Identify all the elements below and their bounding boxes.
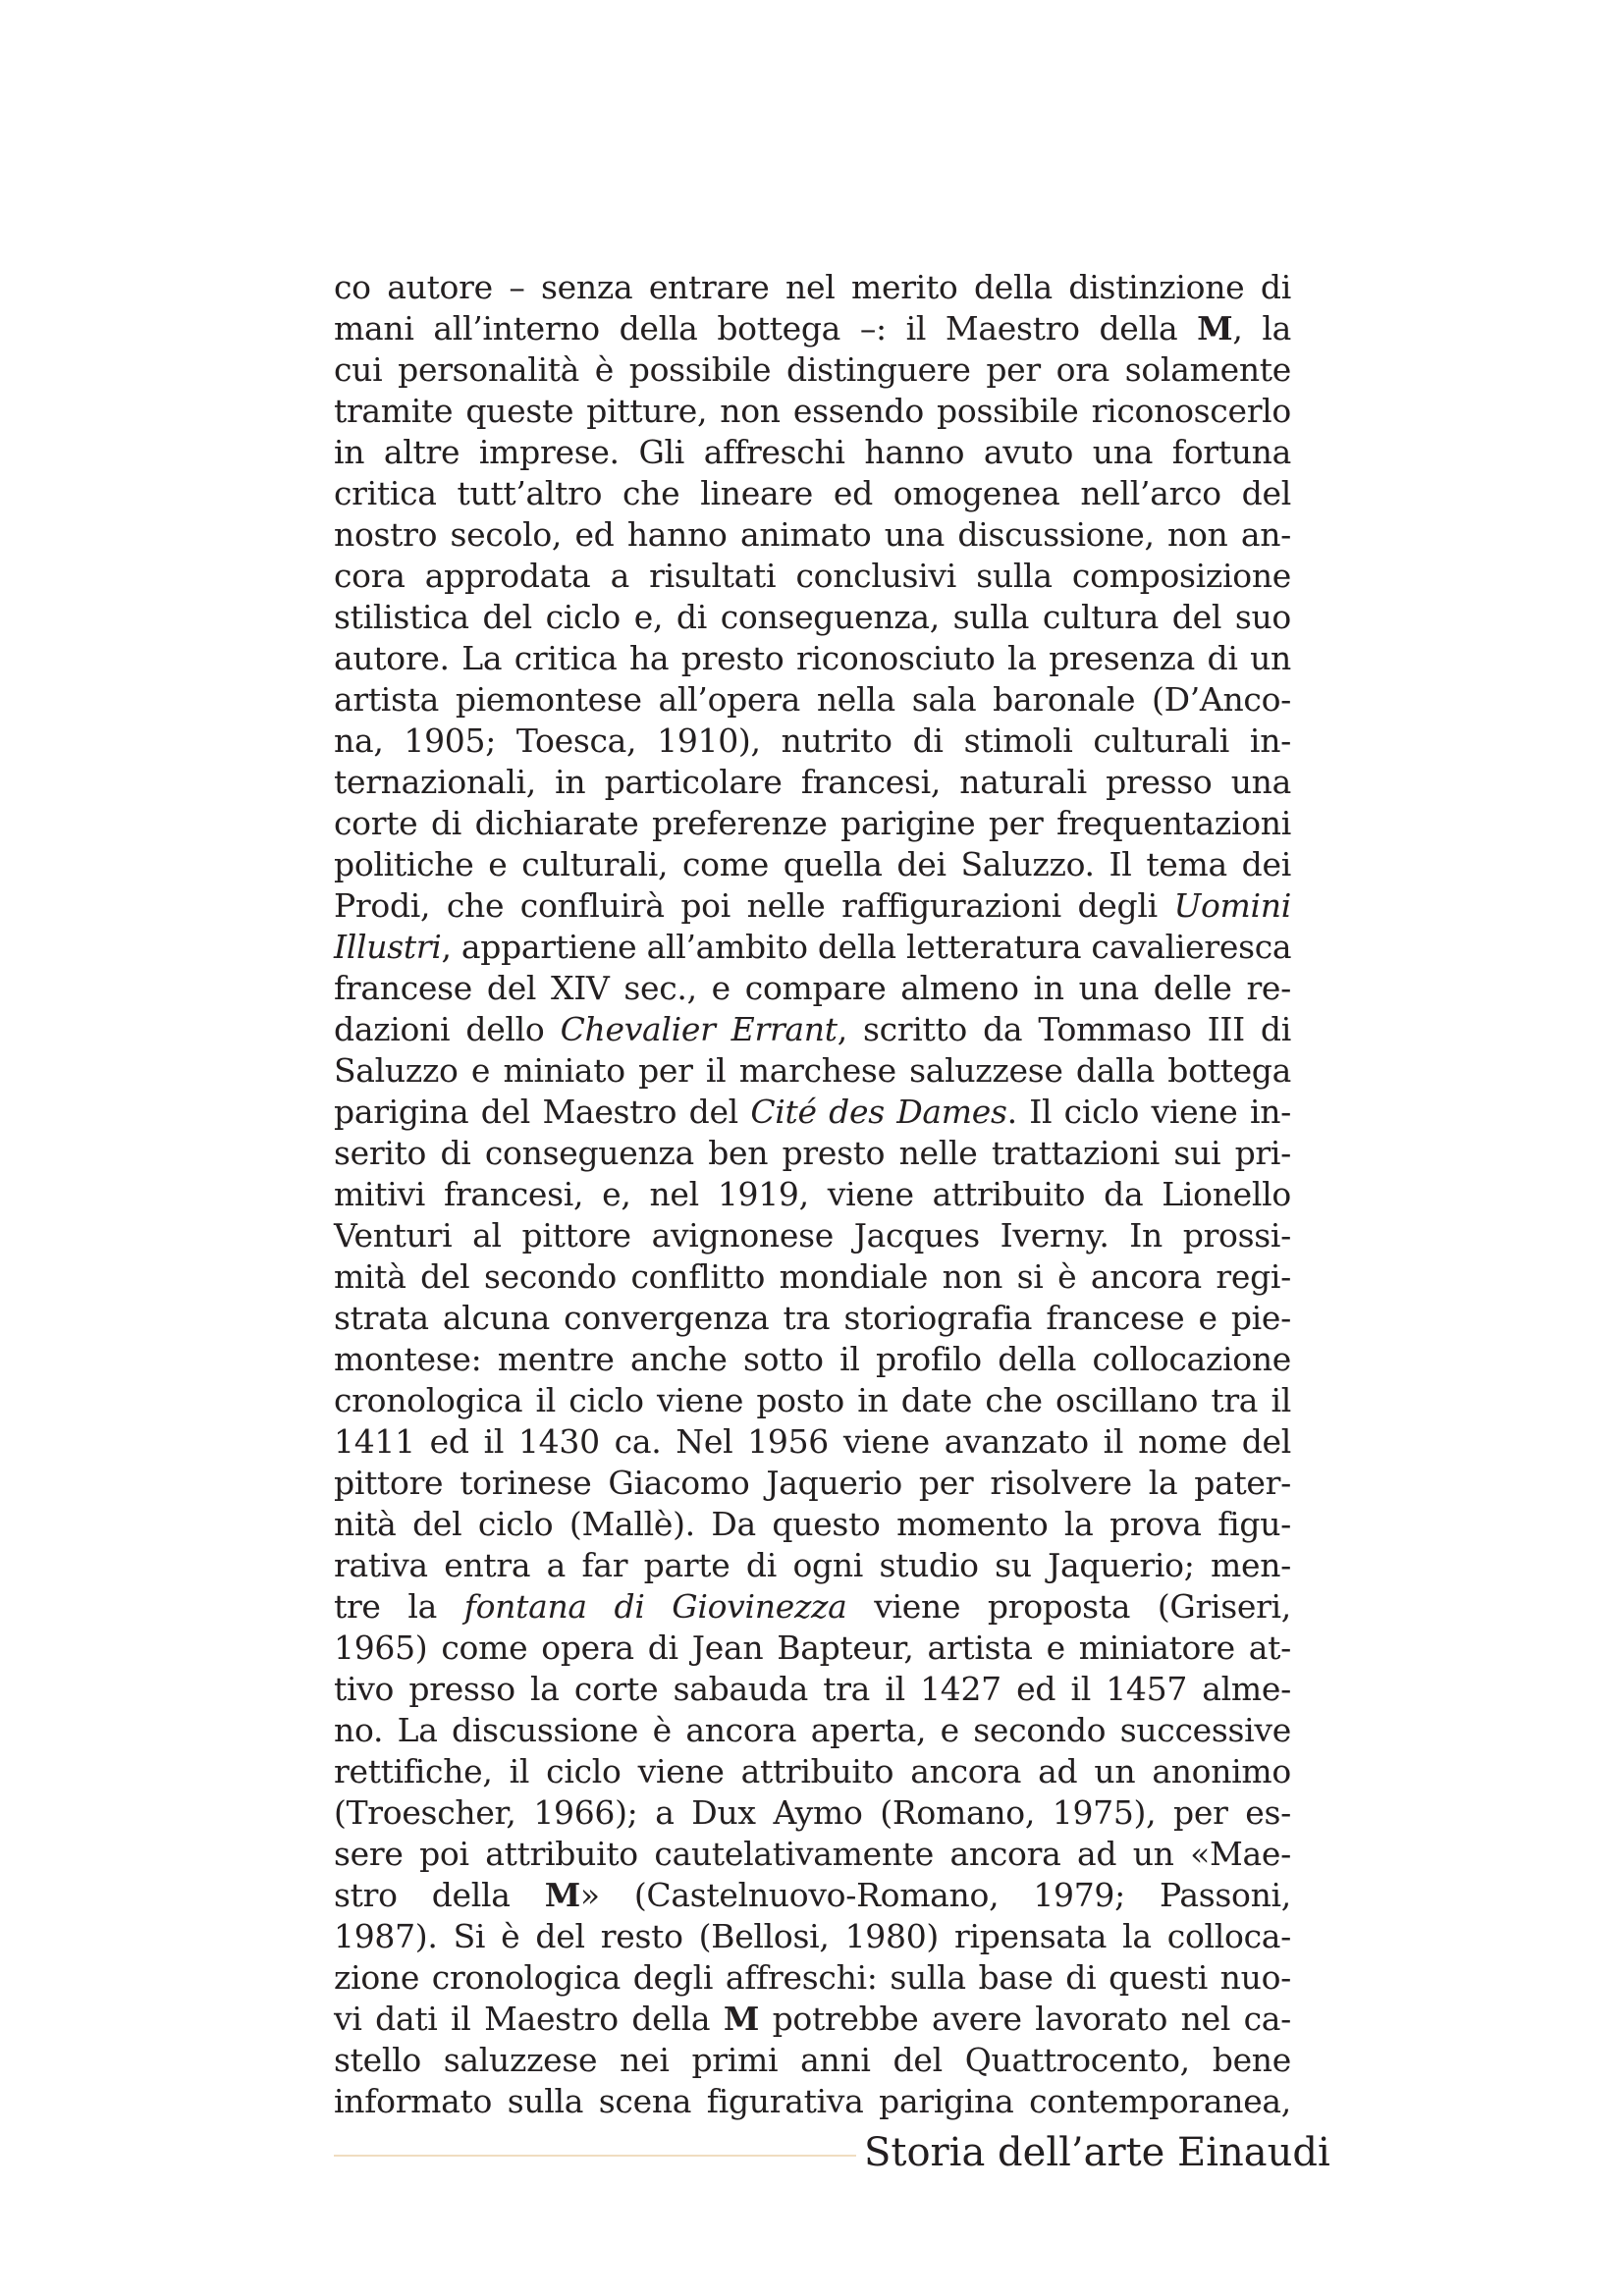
text-line — [334, 473, 1291, 514]
text-line — [334, 1545, 1291, 1586]
text-run: cronologica il ciclo viene posto in date che oscillano tra il — [334, 1381, 1291, 1419]
text-run: (Troescher, 1966); a Dux Aymo (Romano, 1975), per es- — [334, 1793, 1291, 1832]
text-line — [334, 1710, 1291, 1751]
text-run: in altre imprese. Gli affreschi hanno avuto una fortuna — [334, 433, 1291, 471]
text-line — [334, 679, 1291, 721]
text-run: mani all’interno della bottega –: il Maestro della — [334, 309, 1198, 347]
text-run: parigina del Maestro del — [334, 1093, 751, 1131]
text-run: dazioni dello — [334, 1010, 561, 1048]
bold-text: M — [1197, 309, 1233, 347]
text-line — [334, 1256, 1291, 1298]
italic-text: fontana di Giovinezza — [463, 1587, 847, 1626]
text-run: artista piemontese all’opera nella sala baronale (D’Anco- — [334, 680, 1291, 719]
text-line — [334, 1092, 1291, 1133]
text-run: vi dati il Maestro della — [334, 2000, 724, 2038]
text-run: montese: mentre anche sotto il profilo della collocazione — [334, 1340, 1291, 1378]
text-run: zione cronologica degli affreschi: sulla base di questi nuo- — [334, 1958, 1291, 1997]
text-run: , la — [1232, 309, 1291, 347]
text-line — [334, 349, 1291, 391]
text-run: pittore torinese Giacomo Jaquerio per risolvere la pater- — [334, 1464, 1291, 1502]
text-run: cora approdata a risultati conclusivi sulla composizione — [334, 557, 1291, 595]
text-run: tre la — [334, 1587, 464, 1626]
text-line — [334, 1792, 1291, 1834]
text-line — [334, 1463, 1291, 1504]
text-line — [334, 721, 1291, 762]
text-run: co autore – senza entrare nel merito della distinzione di — [334, 268, 1291, 306]
text-run: potrebbe avere lavorato nel ca- — [759, 2000, 1292, 2038]
text-run: , appartiene all’ambito della letteratura cavalieresca — [441, 928, 1292, 966]
text-run: sere poi attribuito cautelativamente ancora ad un «Mae- — [334, 1835, 1291, 1873]
text-run: critica tutt’altro che lineare ed omogenea nell’arco del — [334, 474, 1291, 512]
text-line — [334, 267, 1291, 308]
text-line — [334, 1875, 1291, 1916]
text-run: corte di dichiarate preferenze parigine per frequentazioni — [334, 804, 1291, 842]
text-line — [334, 844, 1291, 885]
text-line — [334, 1751, 1291, 1792]
text-run: tivo presso la corte sabauda tra il 1427 ed il 1457 alme- — [334, 1670, 1291, 1708]
text-line — [334, 308, 1291, 349]
text-run: informato sulla scena figurativa parigina contemporanea, — [334, 2082, 1291, 2120]
text-run: na, 1905; Toesca, 1910), nutrito di stimoli culturali in- — [334, 721, 1291, 760]
text-run: tramite queste pitture, non essendo possibile riconoscerlo — [334, 392, 1291, 430]
text-run: strata alcuna convergenza tra storiografia francese e pie- — [334, 1299, 1291, 1337]
text-line — [334, 1916, 1291, 1957]
text-line — [334, 638, 1291, 679]
text-run: no. La discussione è ancora aperta, e secondo successive — [334, 1711, 1291, 1749]
text-run: , scritto da Tommaso III di — [837, 1010, 1292, 1048]
footer-title: Storia dell’arte Einaudi — [864, 2130, 1330, 2175]
text-line — [334, 1669, 1291, 1710]
text-line — [334, 1421, 1291, 1463]
italic-text: Cité des Dames — [750, 1093, 1007, 1131]
text-run: mitivi francesi, e, nel 1919, viene attribuito da Lionello — [334, 1175, 1291, 1213]
text-run: mità del secondo conflitto mondiale non si è ancora regi- — [334, 1257, 1291, 1296]
text-run: viene proposta (Griseri, — [846, 1587, 1291, 1626]
text-run: » (Castelnuovo-Romano, 1979; Passoni, — [579, 1876, 1291, 1914]
text-line — [334, 1628, 1291, 1669]
text-line — [334, 1174, 1291, 1215]
text-line — [334, 432, 1291, 473]
text-run: ternazionali, in particolare francesi, naturali presso una — [334, 763, 1291, 801]
italic-text: Uomini — [1173, 886, 1291, 925]
text-run: stello saluzzese nei primi anni del Quattrocento, bene — [334, 2041, 1291, 2079]
text-line — [334, 1999, 1291, 2040]
text-line — [334, 1215, 1291, 1256]
text-run: nità del ciclo (Mallè). Da questo momento la prova figu- — [334, 1505, 1291, 1543]
text-run: stro della — [334, 1876, 545, 1914]
text-run: francese del XIV sec., e compare almeno in una delle re- — [334, 969, 1291, 1007]
text-line — [334, 885, 1291, 927]
text-line — [334, 927, 1291, 968]
bold-text: M — [723, 2000, 760, 2038]
text-run: Venturi al pittore avignonese Jacques Iverny. In prossi- — [334, 1216, 1291, 1255]
text-run: serito di conseguenza ben presto nelle trattazioni sui pri- — [334, 1134, 1291, 1172]
text-line — [334, 968, 1291, 1009]
text-line — [334, 803, 1291, 844]
text-line — [334, 391, 1291, 432]
text-line — [334, 1009, 1291, 1050]
text-run: Saluzzo e miniato per il marchese saluzzese dalla bottega — [334, 1051, 1291, 1090]
text-line — [334, 1586, 1291, 1628]
text-line — [334, 556, 1291, 597]
text-line — [334, 1050, 1291, 1092]
text-run: 1411 ed il 1430 ca. Nel 1956 viene avanzato il nome del — [334, 1422, 1291, 1461]
text-run: autore. La critica ha presto riconosciuto la presenza di un — [334, 639, 1291, 677]
text-line — [334, 1380, 1291, 1421]
text-run: cui personalità è possibile distinguere per ora solamente — [334, 350, 1291, 389]
text-line — [334, 1339, 1291, 1380]
text-line — [334, 597, 1291, 638]
text-line — [334, 1957, 1291, 1999]
text-run: . Il ciclo viene in- — [1006, 1093, 1291, 1131]
text-line — [334, 1834, 1291, 1875]
text-line — [334, 762, 1291, 803]
text-line — [334, 1504, 1291, 1545]
text-run: 1965) come opera di Jean Bapteur, artista e miniatore at- — [334, 1629, 1291, 1667]
body-text — [334, 267, 1291, 2122]
text-line — [334, 1133, 1291, 1174]
italic-text: Chevalier Errant — [560, 1010, 838, 1048]
text-run: rettifiche, il ciclo viene attribuito ancora ad un anonimo — [334, 1752, 1291, 1790]
bold-text: M — [544, 1876, 580, 1914]
text-run: rativa entra a far parte di ogni studio su Jaquerio; men- — [334, 1546, 1291, 1584]
text-run: Prodi, che confluirà poi nelle raffigurazioni degli — [334, 886, 1174, 925]
text-run: stilistica del ciclo e, di conseguenza, sulla cultura del suo — [334, 598, 1291, 636]
text-line — [334, 1298, 1291, 1339]
italic-text: Illustri — [334, 928, 442, 966]
text-run: politiche e culturali, come quella dei Saluzzo. Il tema dei — [334, 845, 1291, 883]
text-line — [334, 2040, 1291, 2081]
footer-rule — [334, 2155, 856, 2157]
text-run: nostro secolo, ed hanno animato una discussione, non an- — [334, 515, 1291, 554]
text-line — [334, 2081, 1291, 2122]
text-run: 1987). Si è del resto (Bellosi, 1980) ripensata la colloca- — [334, 1917, 1291, 1955]
text-line — [334, 514, 1291, 556]
